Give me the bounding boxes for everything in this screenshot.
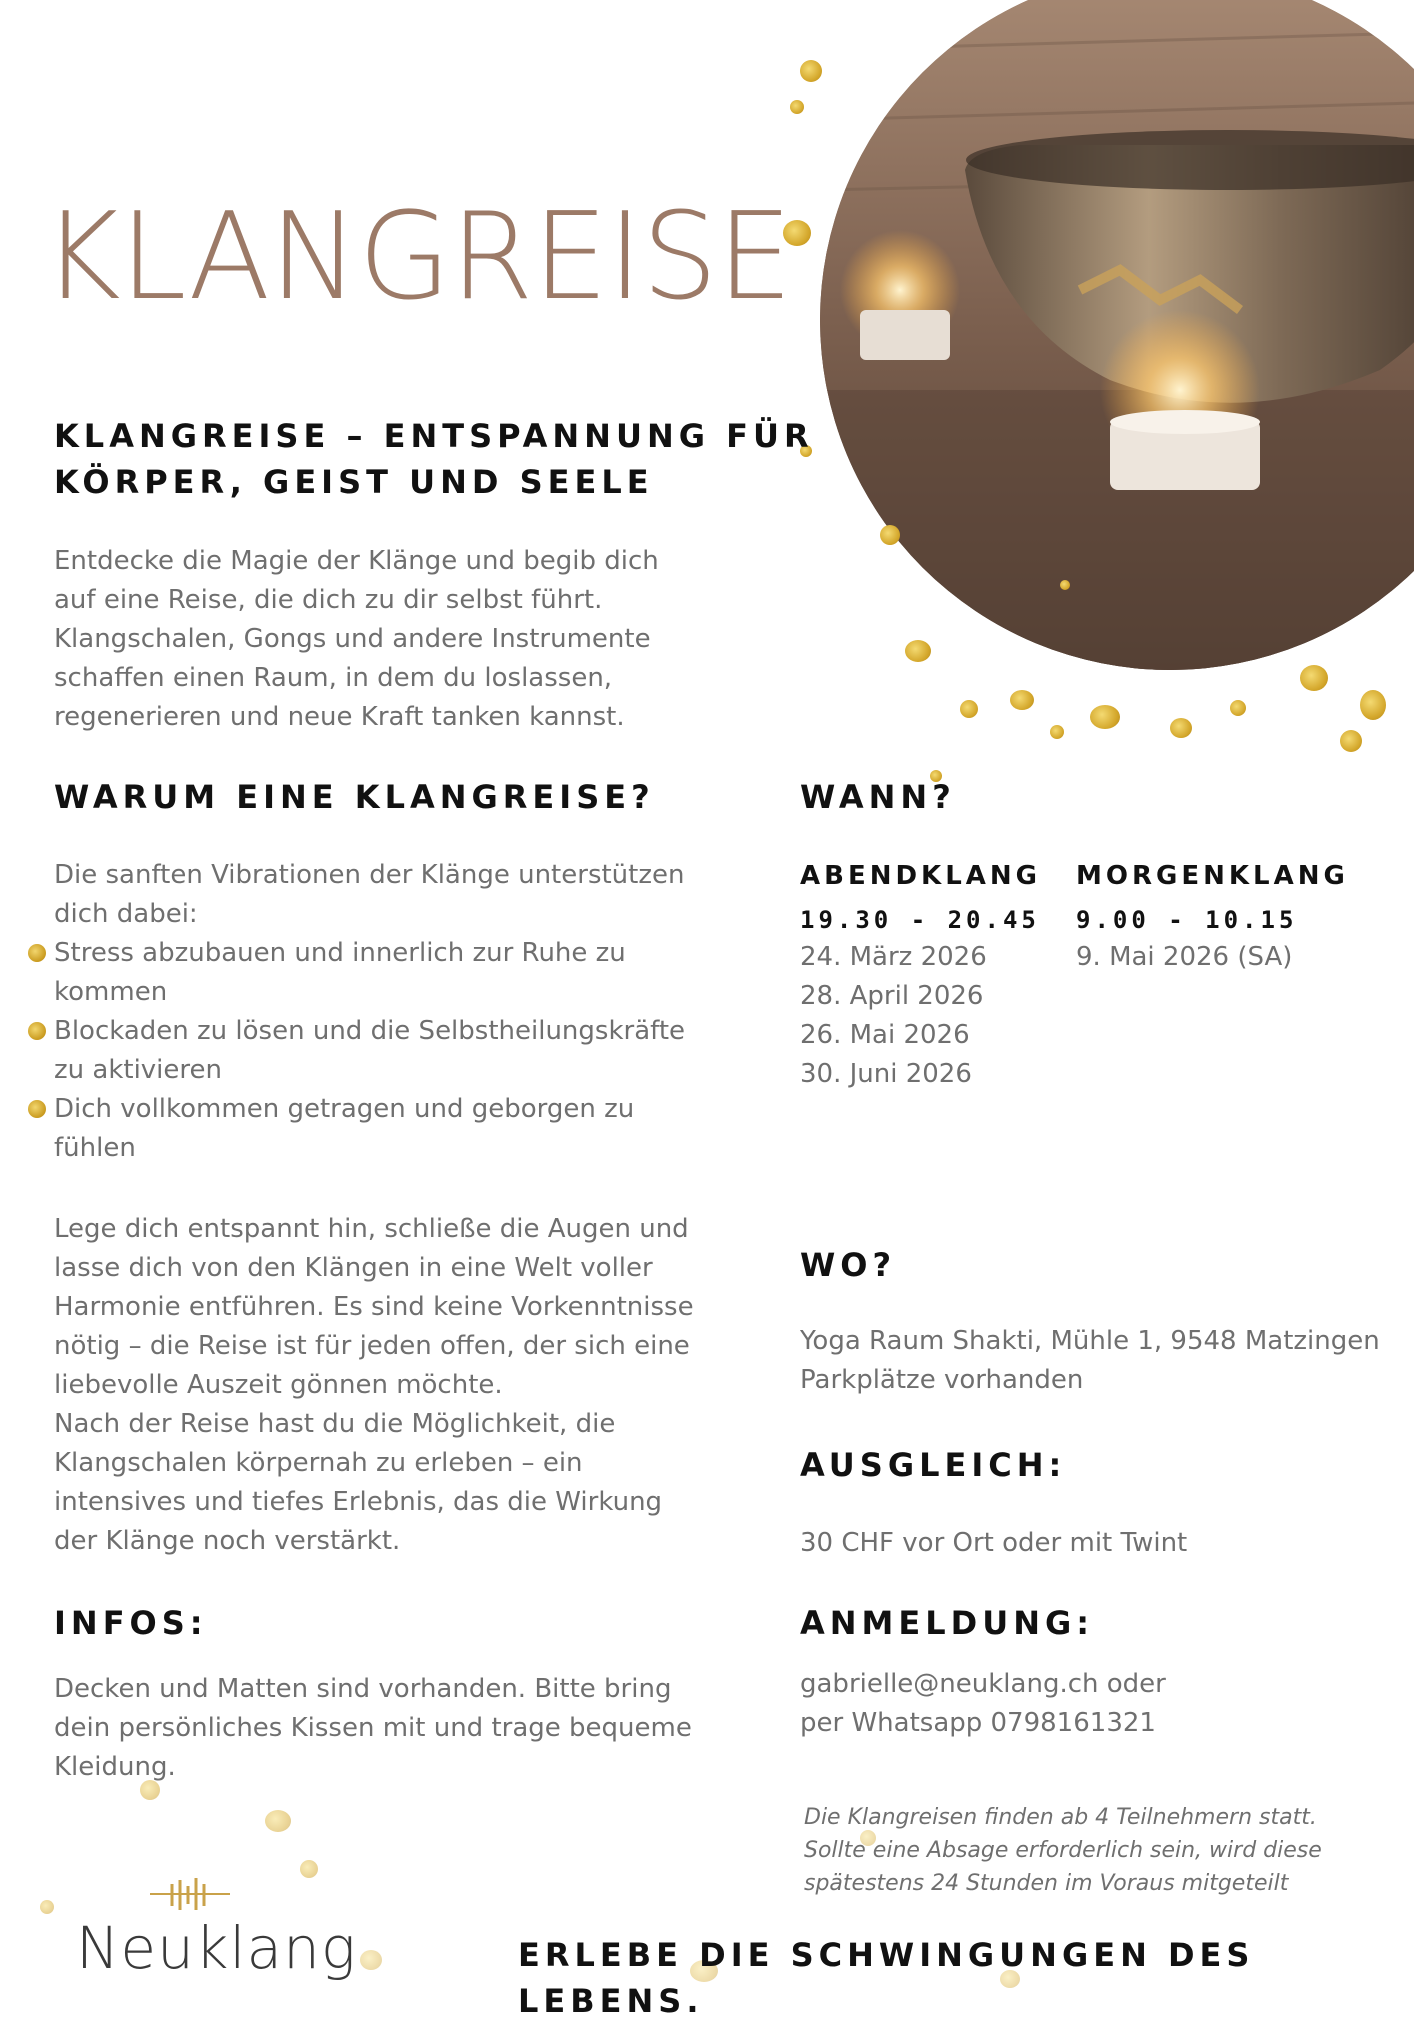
bullet-line: Blockaden zu lösen und die Selbstheilungskräfte bbox=[54, 1016, 686, 1046]
gold-fleck-icon bbox=[1170, 718, 1192, 738]
gold-fleck-icon bbox=[1050, 725, 1064, 739]
note-line: Die Klangreisen finden ab 4 Teilnehmern statt. bbox=[804, 1805, 1317, 1830]
gold-fleck-icon bbox=[40, 1900, 54, 1914]
date-item: 28. April 2026 bbox=[800, 981, 984, 1011]
note-line: Sollte eine Absage erforderlich sein, wird diese bbox=[804, 1838, 1322, 1863]
bullet-line: Stress abzubauen und innerlich zur Ruhe zu bbox=[54, 938, 626, 968]
why-lead-line: Die sanften Vibrationen der Klänge unterstützen bbox=[54, 860, 685, 890]
evening-label: ABENDKLANG bbox=[800, 861, 1041, 891]
list-item bbox=[54, 1090, 734, 1168]
subtitle-line-2: KÖRPER, GEIST UND SEELE bbox=[54, 463, 654, 501]
list-item bbox=[54, 1012, 734, 1090]
infos-line: Kleidung. bbox=[54, 1752, 176, 1782]
gold-fleck-icon bbox=[1300, 665, 1328, 691]
paragraph-line: lasse dich von den Klängen in eine Welt voller bbox=[54, 1253, 653, 1283]
morning-dates bbox=[1076, 938, 1376, 977]
subtitle bbox=[54, 413, 814, 505]
gold-fleck-icon bbox=[1360, 690, 1386, 720]
note-line: spätestens 24 Stunden im Voraus mitgeteilt bbox=[804, 1871, 1289, 1896]
tagline: ERLEBE DIE SCHWINGUNGEN DES LEBENS. bbox=[518, 1936, 1255, 2020]
gold-fleck-icon bbox=[1090, 705, 1120, 729]
evening-dates bbox=[800, 938, 1070, 1094]
why-section bbox=[54, 856, 734, 1168]
intro-line: Entdecke die Magie der Klänge und begib dich bbox=[54, 546, 659, 576]
paragraph-line: Nach der Reise hast du die Möglichkeit, die bbox=[54, 1409, 616, 1439]
date-item: 30. Juni 2026 bbox=[800, 1059, 972, 1089]
intro-line: Klangschalen, Gongs und andere Instrumente bbox=[54, 624, 651, 654]
gold-fleck-icon bbox=[1060, 580, 1070, 590]
subtitle-line-1: KLANGREISE – ENTSPANNUNG FÜR bbox=[54, 417, 814, 455]
gold-fleck-icon bbox=[1010, 690, 1034, 710]
parking-line: Parkplätze vorhanden bbox=[800, 1365, 1084, 1395]
infos-line: dein persönliches Kissen mit und trage bequeme bbox=[54, 1713, 692, 1743]
paragraph-line: Lege dich entspannt hin, schließe die Augen und bbox=[54, 1214, 689, 1244]
why-bullet-list bbox=[54, 934, 734, 1168]
gold-fleck-icon bbox=[300, 1860, 318, 1878]
bullet-line: kommen bbox=[54, 977, 168, 1007]
paragraph-line: liebevolle Auszeit gönnen möchte. bbox=[54, 1370, 503, 1400]
gold-fleck-icon bbox=[790, 100, 804, 114]
morning-time: 9.00 - 10.15 bbox=[1076, 906, 1298, 934]
signup-text bbox=[800, 1665, 1400, 1743]
infos-heading: INFOS: bbox=[54, 1604, 208, 1642]
morning-label: MORGENKLANG bbox=[1076, 861, 1349, 891]
price-text: 30 CHF vor Ort oder mit Twint bbox=[800, 1528, 1188, 1558]
morning-schedule bbox=[1076, 858, 1376, 977]
cancellation-note bbox=[804, 1801, 1384, 1900]
price-heading: AUSGLEICH: bbox=[800, 1446, 1067, 1484]
paragraph-line: nötig – die Reise ist für jeden offen, der sich eine bbox=[54, 1331, 690, 1361]
intro-line: regenerieren und neue Kraft tanken kannst. bbox=[54, 702, 625, 732]
why-heading: WARUM EINE KLANGREISE? bbox=[54, 778, 655, 816]
evening-schedule bbox=[800, 858, 1070, 1094]
where-heading: WO? bbox=[800, 1246, 897, 1284]
date-item: 26. Mai 2026 bbox=[800, 1020, 970, 1050]
bullet-line: fühlen bbox=[54, 1133, 136, 1163]
singing-bowl-photo bbox=[820, 0, 1414, 670]
gold-fleck-icon bbox=[265, 1810, 291, 1832]
list-item bbox=[54, 934, 734, 1012]
where-text bbox=[800, 1322, 1400, 1400]
gold-fleck-icon bbox=[905, 640, 931, 662]
signup-email-line[interactable]: gabrielle@neuklang.ch oder bbox=[800, 1669, 1166, 1699]
when-heading: WANN? bbox=[800, 778, 956, 816]
bullet-line: zu aktivieren bbox=[54, 1055, 222, 1085]
intro-line: schaffen einen Raum, in dem du loslassen, bbox=[54, 663, 613, 693]
date-item: 24. März 2026 bbox=[800, 942, 987, 972]
gold-fleck-icon bbox=[880, 525, 900, 545]
why-paragraph bbox=[54, 1210, 754, 1561]
page-title: KLANGREISE bbox=[42, 188, 792, 327]
address-line: Yoga Raum Shakti, Mühle 1, 9548 Matzingen bbox=[800, 1326, 1380, 1356]
singing-bowl-illustration bbox=[820, 0, 1414, 670]
logo: Neuklang bbox=[76, 1914, 357, 1982]
paragraph-line: Klangschalen körpernah zu erleben – ein bbox=[54, 1448, 583, 1478]
why-lead-line: dich dabei: bbox=[54, 899, 198, 929]
logo-mark-icon bbox=[150, 1876, 230, 1916]
signup-heading: ANMELDUNG: bbox=[800, 1604, 1095, 1642]
gold-bullet-icon bbox=[28, 1100, 46, 1118]
paragraph-line: intensives und tiefes Erlebnis, das die Wirkung bbox=[54, 1487, 663, 1517]
infos-text bbox=[54, 1670, 754, 1787]
gold-fleck-icon bbox=[960, 700, 978, 718]
gold-fleck-icon bbox=[800, 60, 822, 82]
intro-line: auf eine Reise, die dich zu dir selbst führt. bbox=[54, 585, 603, 615]
intro-paragraph bbox=[54, 542, 714, 737]
gold-bullet-icon bbox=[28, 1022, 46, 1040]
infos-line: Decken und Matten sind vorhanden. Bitte bring bbox=[54, 1674, 672, 1704]
evening-time: 19.30 - 20.45 bbox=[800, 906, 1040, 934]
gold-fleck-icon bbox=[1230, 700, 1246, 716]
gold-fleck-icon bbox=[360, 1950, 382, 1970]
date-item: 9. Mai 2026 (SA) bbox=[1076, 942, 1293, 972]
paragraph-line: Harmonie entführen. Es sind keine Vorkenntnisse bbox=[54, 1292, 694, 1322]
bullet-line: Dich vollkommen getragen und geborgen zu bbox=[54, 1094, 635, 1124]
paragraph-line: der Klänge noch verstärkt. bbox=[54, 1526, 401, 1556]
gold-fleck-icon bbox=[1340, 730, 1362, 752]
signup-whatsapp-line[interactable]: per Whatsapp 0798161321 bbox=[800, 1708, 1156, 1738]
gold-bullet-icon bbox=[28, 944, 46, 962]
